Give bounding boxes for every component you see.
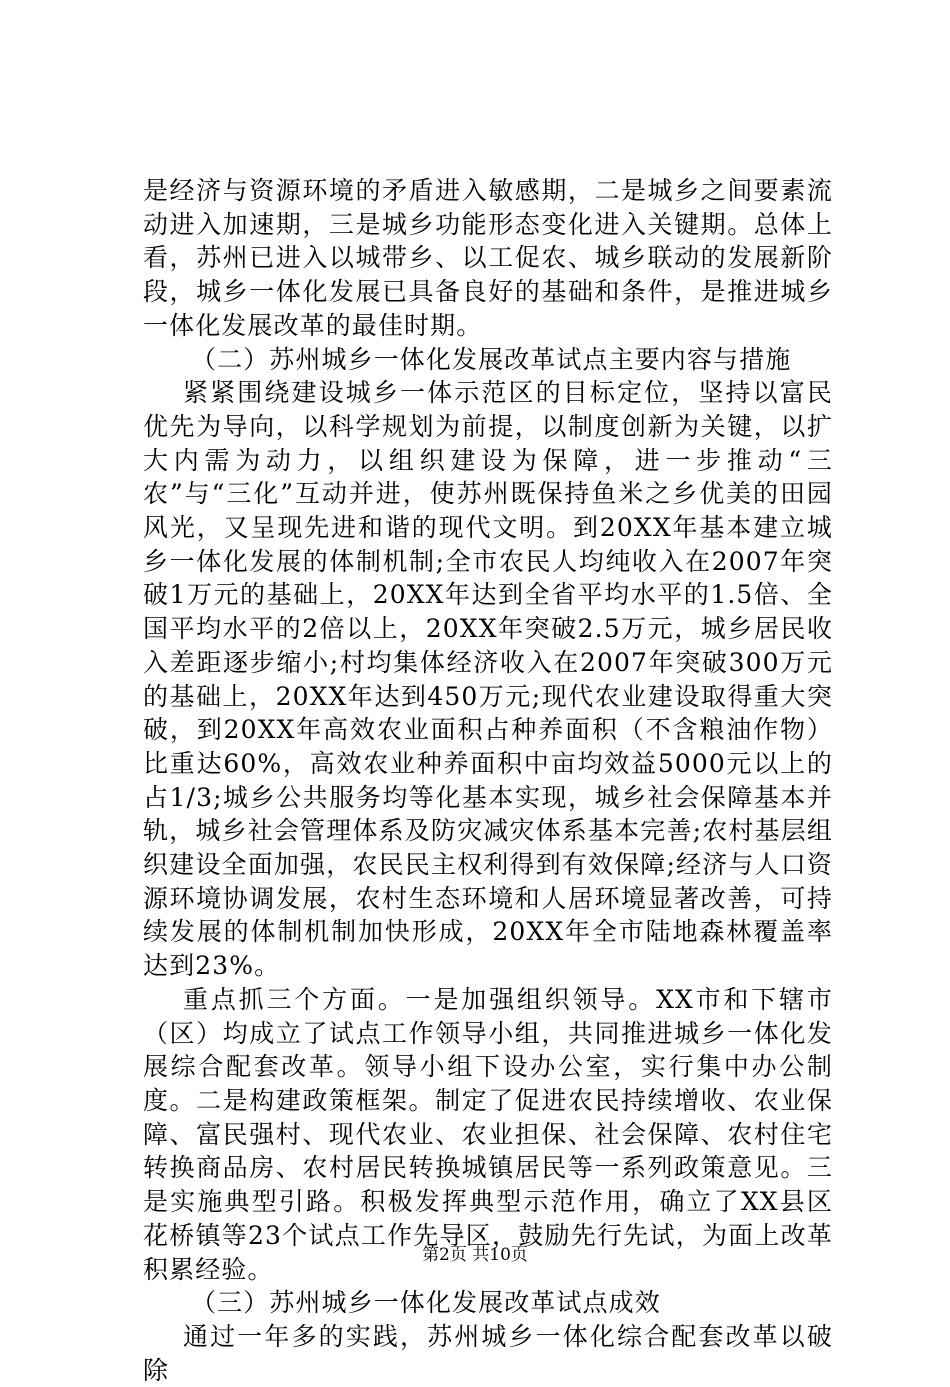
section-heading-3: （三）苏州城乡一体化发展改革试点成效 (191, 1288, 661, 1318)
section-heading-2: （二）苏州城乡一体化发展改革试点主要内容与措施 (191, 344, 792, 374)
paragraph-measures: 紧紧围绕建设城乡一体示范区的目标定位，坚持以富民优先为导向，以科学规划为前提，以制度创新为关键，以扩大内需为动力，以组织建设为保障，进一步推动“三农”与“三化”互动并进，使苏州既保持鱼米之乡优美的田园风光，又呈现先进和谐的现代文明。到20XX年基本建立城乡一体化发展的体制机制;全市农民人均纯收入在2007年突破1万元的基础上，20XX年达到全省平均水平的1.5倍、全国平均水平的2倍以上，20XX年突破2.5万元，城乡居民收入差距逐步缩小;村均集体经济收入在2007年突破300万元的基础上，20XX年达到450万元;现代农业建设取得重大突破，到20XX年高效农业面积占种养面积（不含粮油作物）比重达60%，高效农业种养面积中亩均效益5000元以上的占1/3;城乡公共服务均等化基本实现，城乡社会保障基本并轨，城乡社会管理体系及防灾减灾体系基本完善;农村基层组织建设全面加强，农民民主权利得到有效保障;经济与人口资源环境协调发展，农村生态环境和人居环境显著改善，可持续发展的体制机制加快形成，20XX年全市陆地森林覆盖率达到23%。 (143, 378, 833, 981)
paragraph-results: 通过一年多的实践，苏州城乡一体化综合配套改革以破除 (143, 1321, 833, 1385)
document-body (143, 174, 833, 1387)
paragraph-key-points: 重点抓三个方面。一是加强组织领导。XX市和下辖市（区）均成立了试点工作领导小组，共同推进城乡一体化发展综合配套改革。领导小组下设办公室，实行集中办公制度。二是构建政策框架。制定了促进农民持续增收、农业保障、富民强村、现代农业、农业担保、社会保障、农村住宅转换商品房、农村居民转换城镇居民等一系列政策意见。三是实施典型引路。积极发挥典型示范作用，确立了XX县区花桥镇等23个试点工作先导区，鼓励先行先试，为面上改革积累经验。 (143, 984, 833, 1284)
paragraph-continuation: 是经济与资源环境的矛盾进入敏感期，二是城乡之间要素流动进入加速期，三是城乡功能形态变化进入关键期。总体上看，苏州已进入以城带乡、以工促农、城乡联动的发展新阶段，城乡一体化发展已具备良好的基础和条件，是推进城乡一体化发展改革的最佳时期。 (143, 176, 833, 340)
page-footer: 第2页 共10页 (422, 1245, 528, 1265)
